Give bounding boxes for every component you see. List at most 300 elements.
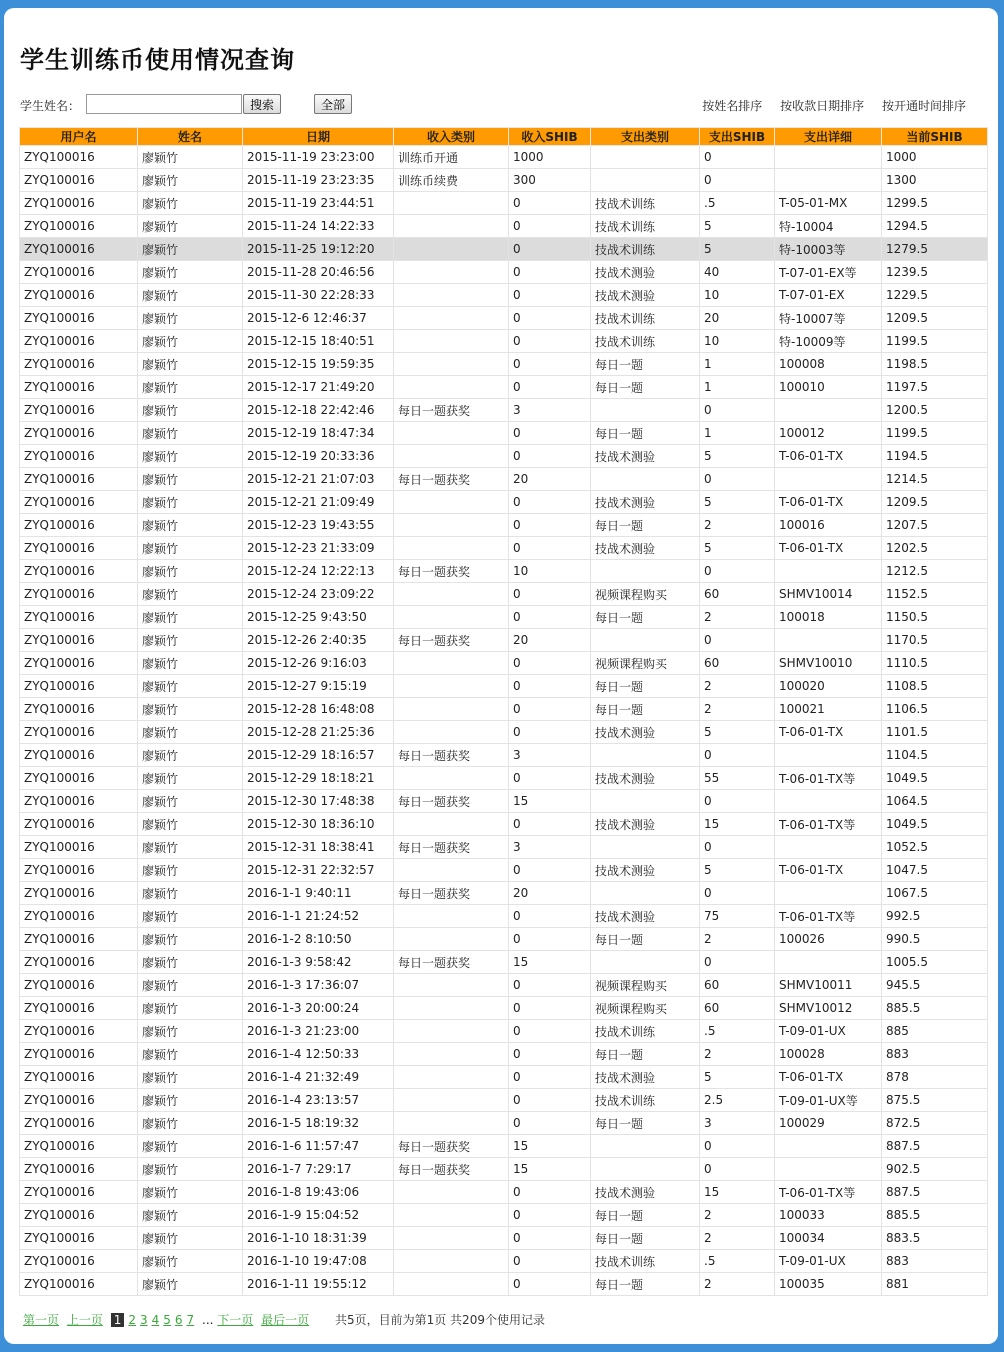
table-cell: 2016-1-3 17:36:07: [243, 974, 394, 997]
table-cell: 883: [882, 1250, 988, 1273]
table-cell: ZYQ100016: [20, 1273, 138, 1296]
table-cell: 100033: [775, 1204, 882, 1227]
table-row: [20, 721, 988, 744]
sort-by-open-time-link[interactable]: 按开通时间排序: [881, 99, 966, 113]
table-cell: 5: [700, 491, 775, 514]
table-cell: 技战术训练: [591, 192, 700, 215]
table-row: [20, 698, 988, 721]
table-cell: 2016-1-9 15:04:52: [243, 1204, 394, 1227]
table-row: [20, 928, 988, 951]
table-cell: 廖颖竹: [138, 744, 243, 767]
column-header: 支出SHIB: [700, 128, 775, 146]
table-cell: 技战术测验: [591, 767, 700, 790]
table-cell: 0: [700, 146, 775, 169]
table-cell: 100026: [775, 928, 882, 951]
table-cell: [394, 215, 509, 238]
table-cell: 1005.5: [882, 951, 988, 974]
table-cell: 2015-11-25 19:12:20: [243, 238, 394, 261]
table-cell: [591, 951, 700, 974]
last-page-link[interactable]: 最后一页: [261, 1313, 310, 1327]
table-cell: ZYQ100016: [20, 353, 138, 376]
table-cell: [394, 1020, 509, 1043]
table-cell: 0: [509, 445, 591, 468]
table-cell: 2015-12-30 17:48:38: [243, 790, 394, 813]
table-cell: 每日一题获奖: [394, 1158, 509, 1181]
table-cell: 每日一题获奖: [394, 744, 509, 767]
table-cell: 2016-1-10 18:31:39: [243, 1227, 394, 1250]
table-cell: 0: [700, 1158, 775, 1181]
table-row: [20, 537, 988, 560]
table-cell: 廖颖竹: [138, 468, 243, 491]
table-cell: 每日一题: [591, 698, 700, 721]
table-cell: 15: [700, 1181, 775, 1204]
table-cell: 2015-12-27 9:15:19: [243, 675, 394, 698]
table-row: [20, 1204, 988, 1227]
table-row: [20, 468, 988, 491]
table-cell: 1209.5: [882, 307, 988, 330]
table-cell: 0: [509, 767, 591, 790]
table-cell: 廖颖竹: [138, 514, 243, 537]
table-cell: 1: [700, 422, 775, 445]
page-number-link[interactable]: 6: [174, 1313, 183, 1327]
table-cell: 0: [509, 1043, 591, 1066]
table-cell: .5: [700, 1020, 775, 1043]
sort-by-name-link[interactable]: 按姓名排序: [702, 99, 763, 113]
table-cell: 883.5: [882, 1227, 988, 1250]
table-cell: [394, 307, 509, 330]
table-cell: ZYQ100016: [20, 307, 138, 330]
table-cell: 2015-12-28 21:25:36: [243, 721, 394, 744]
table-cell: 100010: [775, 376, 882, 399]
table-cell: T-06-01-TX: [775, 537, 882, 560]
table-cell: 20: [509, 468, 591, 491]
table-cell: 1229.5: [882, 284, 988, 307]
table-cell: 100021: [775, 698, 882, 721]
table-cell: [775, 399, 882, 422]
table-cell: 2015-12-31 18:38:41: [243, 836, 394, 859]
table-cell: 2: [700, 928, 775, 951]
table-cell: 廖颖竹: [138, 790, 243, 813]
table-cell: 1239.5: [882, 261, 988, 284]
table-cell: 0: [509, 813, 591, 836]
table-cell: 廖颖竹: [138, 445, 243, 468]
table-cell: 885.5: [882, 997, 988, 1020]
table-cell: ZYQ100016: [20, 997, 138, 1020]
table-cell: 技战术测验: [591, 859, 700, 882]
table-cell: 902.5: [882, 1158, 988, 1181]
table-cell: 2016-1-4 21:32:49: [243, 1066, 394, 1089]
table-row: [20, 1181, 988, 1204]
table-cell: 1194.5: [882, 445, 988, 468]
table-cell: ZYQ100016: [20, 583, 138, 606]
table-cell: [394, 1066, 509, 1089]
table-cell: 945.5: [882, 974, 988, 997]
show-all-button[interactable]: 全部: [314, 94, 352, 114]
table-cell: [775, 951, 882, 974]
table-row: [20, 445, 988, 468]
usage-table: [19, 127, 988, 1296]
table-cell: 55: [700, 767, 775, 790]
table-cell: 2015-12-31 22:32:57: [243, 859, 394, 882]
table-row: [20, 1020, 988, 1043]
table-cell: 每日一题获奖: [394, 629, 509, 652]
table-cell: ZYQ100016: [20, 560, 138, 583]
table-cell: 0: [509, 974, 591, 997]
table-cell: [775, 1135, 882, 1158]
table-cell: 廖颖竹: [138, 698, 243, 721]
table-cell: 2: [700, 606, 775, 629]
table-cell: 2015-12-21 21:09:49: [243, 491, 394, 514]
table-cell: [394, 675, 509, 698]
table-cell: 1: [700, 353, 775, 376]
table-cell: 特-10004: [775, 215, 882, 238]
table-cell: T-06-01-TX: [775, 491, 882, 514]
table-cell: [591, 882, 700, 905]
page-number-link[interactable]: 4: [151, 1313, 160, 1327]
table-cell: [775, 836, 882, 859]
table-cell: 0: [700, 1135, 775, 1158]
table-cell: 廖颖竹: [138, 1227, 243, 1250]
table-cell: 2015-12-15 18:40:51: [243, 330, 394, 353]
table-cell: 0: [509, 1020, 591, 1043]
table-cell: 每日一题获奖: [394, 560, 509, 583]
table-cell: 0: [509, 537, 591, 560]
table-cell: T-07-01-EX等: [775, 261, 882, 284]
table-cell: 0: [700, 882, 775, 905]
table-cell: [394, 353, 509, 376]
table-cell: 0: [509, 859, 591, 882]
first-page-link[interactable]: 第一页: [23, 1313, 60, 1327]
table-header-row: [20, 128, 988, 146]
table-cell: [394, 491, 509, 514]
page-number-link[interactable]: 7: [186, 1313, 195, 1327]
table-row: [20, 767, 988, 790]
sort-by-payment-date-link[interactable]: 按收款日期排序: [780, 99, 865, 113]
table-cell: 0: [509, 1112, 591, 1135]
table-cell: 视频课程购买: [591, 997, 700, 1020]
table-cell: 廖颖竹: [138, 1020, 243, 1043]
table-cell: [591, 399, 700, 422]
table-cell: [591, 629, 700, 652]
table-cell: 15: [509, 951, 591, 974]
table-cell: 1202.5: [882, 537, 988, 560]
table-cell: 廖颖竹: [138, 192, 243, 215]
table-cell: 每日一题: [591, 606, 700, 629]
table-cell: ZYQ100016: [20, 376, 138, 399]
table-cell: 2015-12-24 12:22:13: [243, 560, 394, 583]
table-cell: 300: [509, 169, 591, 192]
table-cell: 廖颖竹: [138, 1066, 243, 1089]
table-cell: 2016-1-3 9:58:42: [243, 951, 394, 974]
table-cell: 2015-12-25 9:43:50: [243, 606, 394, 629]
content-panel: [4, 8, 998, 1344]
table-cell: 每日一题: [591, 675, 700, 698]
table-cell: 1212.5: [882, 560, 988, 583]
pagination: [23, 1310, 983, 1330]
table-cell: 廖颖竹: [138, 376, 243, 399]
table-row: [20, 951, 988, 974]
search-bar: [20, 94, 986, 114]
table-cell: 100018: [775, 606, 882, 629]
table-cell: 每日一题: [591, 1204, 700, 1227]
table-cell: [394, 698, 509, 721]
table-cell: 20: [509, 629, 591, 652]
table-cell: 2015-11-19 23:23:35: [243, 169, 394, 192]
table-cell: SHMV10014: [775, 583, 882, 606]
table-cell: 15: [509, 1158, 591, 1181]
table-cell: 0: [509, 376, 591, 399]
table-cell: 每日一题获奖: [394, 1135, 509, 1158]
table-cell: 3: [509, 744, 591, 767]
table-cell: ZYQ100016: [20, 261, 138, 284]
pager-info: 共5页，目前为第1页 共209个使用记录: [334, 1313, 545, 1327]
table-cell: 每日一题: [591, 1043, 700, 1066]
table-row: [20, 238, 988, 261]
table-cell: 0: [509, 1250, 591, 1273]
table-cell: [591, 744, 700, 767]
table-cell: 廖颖竹: [138, 307, 243, 330]
table-cell: T-06-01-TX等: [775, 767, 882, 790]
table-cell: 廖颖竹: [138, 491, 243, 514]
table-cell: 廖颖竹: [138, 997, 243, 1020]
table-cell: [394, 859, 509, 882]
table-row: [20, 1135, 988, 1158]
table-cell: [394, 606, 509, 629]
table-cell: 特-10009等: [775, 330, 882, 353]
table-cell: 100035: [775, 1273, 882, 1296]
table-cell: ZYQ100016: [20, 606, 138, 629]
table-cell: 5: [700, 215, 775, 238]
sort-links: [688, 97, 966, 114]
table-cell: ZYQ100016: [20, 1089, 138, 1112]
table-cell: 5: [700, 445, 775, 468]
table-cell: 0: [509, 583, 591, 606]
table-cell: 5: [700, 1066, 775, 1089]
table-cell: [394, 376, 509, 399]
table-row: [20, 399, 988, 422]
table-cell: [394, 1089, 509, 1112]
table-cell: 每日一题: [591, 1273, 700, 1296]
page-number-link[interactable]: 2: [128, 1313, 136, 1327]
table-cell: ZYQ100016: [20, 951, 138, 974]
table-cell: 2015-12-15 19:59:35: [243, 353, 394, 376]
table-cell: 每日一题: [591, 422, 700, 445]
table-cell: 廖颖竹: [138, 238, 243, 261]
table-cell: SHMV10012: [775, 997, 882, 1020]
table-cell: 15: [509, 1135, 591, 1158]
table-cell: 廖颖竹: [138, 261, 243, 284]
table-cell: ZYQ100016: [20, 1112, 138, 1135]
table-cell: 0: [700, 790, 775, 813]
table-cell: 75: [700, 905, 775, 928]
column-header: 用户名: [20, 128, 138, 146]
table-cell: 0: [700, 560, 775, 583]
table-cell: 2015-12-26 9:16:03: [243, 652, 394, 675]
table-cell: 0: [509, 353, 591, 376]
table-cell: 2015-11-19 23:44:51: [243, 192, 394, 215]
table-cell: 2016-1-1 21:24:52: [243, 905, 394, 928]
column-header: 收入SHIB: [509, 128, 591, 146]
table-cell: 训练币续费: [394, 169, 509, 192]
table-cell: 廖颖竹: [138, 422, 243, 445]
table-cell: ZYQ100016: [20, 1181, 138, 1204]
table-cell: 0: [509, 514, 591, 537]
table-cell: 廖颖竹: [138, 560, 243, 583]
page-number-link[interactable]: 1: [111, 1313, 125, 1327]
table-row: [20, 514, 988, 537]
table-cell: [775, 790, 882, 813]
table-cell: 技战术测验: [591, 905, 700, 928]
table-cell: 881: [882, 1273, 988, 1296]
table-cell: 990.5: [882, 928, 988, 951]
table-cell: 0: [509, 238, 591, 261]
table-cell: 100012: [775, 422, 882, 445]
table-cell: 2016-1-10 19:47:08: [243, 1250, 394, 1273]
table-cell: 特-10007等: [775, 307, 882, 330]
table-cell: 2: [700, 698, 775, 721]
prev-page-link[interactable]: 上一页: [66, 1313, 103, 1327]
column-header: 支出类别: [591, 128, 700, 146]
table-cell: 0: [700, 629, 775, 652]
table-cell: [591, 1135, 700, 1158]
table-cell: T-09-01-UX: [775, 1250, 882, 1273]
table-cell: 1104.5: [882, 744, 988, 767]
table-cell: ZYQ100016: [20, 192, 138, 215]
table-cell: [775, 1158, 882, 1181]
column-header: 姓名: [138, 128, 243, 146]
table-cell: 1209.5: [882, 491, 988, 514]
table-cell: ZYQ100016: [20, 813, 138, 836]
table-cell: 每日一题获奖: [394, 882, 509, 905]
table-cell: 10: [509, 560, 591, 583]
table-cell: 10: [700, 330, 775, 353]
table-cell: ZYQ100016: [20, 330, 138, 353]
table-cell: 0: [509, 1204, 591, 1227]
table-cell: 0: [700, 468, 775, 491]
table-cell: ZYQ100016: [20, 491, 138, 514]
next-page-link[interactable]: 下一页: [217, 1313, 254, 1327]
table-cell: 廖颖竹: [138, 353, 243, 376]
table-cell: 1279.5: [882, 238, 988, 261]
table-cell: ZYQ100016: [20, 537, 138, 560]
table-cell: 2015-12-26 2:40:35: [243, 629, 394, 652]
table-cell: 技战术测验: [591, 1066, 700, 1089]
table-cell: 技战术测验: [591, 1181, 700, 1204]
table-cell: T-07-01-EX: [775, 284, 882, 307]
table-cell: [775, 744, 882, 767]
column-header: 支出详细: [775, 128, 882, 146]
table-cell: 廖颖竹: [138, 1043, 243, 1066]
table-cell: [394, 537, 509, 560]
table-cell: 技战术测验: [591, 813, 700, 836]
table-cell: 2015-12-21 21:07:03: [243, 468, 394, 491]
table-cell: ZYQ100016: [20, 928, 138, 951]
table-cell: [394, 1250, 509, 1273]
table-cell: [394, 1227, 509, 1250]
table-cell: 每日一题获奖: [394, 836, 509, 859]
table-cell: 0: [509, 215, 591, 238]
student-name-input[interactable]: [86, 94, 242, 114]
table-cell: T-06-01-TX: [775, 1066, 882, 1089]
search-button[interactable]: 搜索: [243, 94, 281, 114]
table-cell: [775, 146, 882, 169]
table-cell: 0: [509, 192, 591, 215]
table-cell: 廖颖竹: [138, 1112, 243, 1135]
table-cell: 0: [509, 1273, 591, 1296]
table-cell: 60: [700, 583, 775, 606]
table-cell: 0: [509, 307, 591, 330]
table-cell: [394, 1112, 509, 1135]
table-cell: 廖颖竹: [138, 652, 243, 675]
table-cell: ZYQ100016: [20, 146, 138, 169]
table-cell: 2016-1-7 7:29:17: [243, 1158, 394, 1181]
table-cell: [591, 169, 700, 192]
table-cell: 100008: [775, 353, 882, 376]
page-number-link[interactable]: 3: [139, 1313, 148, 1327]
table-cell: .5: [700, 1250, 775, 1273]
table-cell: 60: [700, 997, 775, 1020]
table-cell: ZYQ100016: [20, 675, 138, 698]
table-cell: 0: [509, 422, 591, 445]
table-cell: [394, 767, 509, 790]
table-cell: 廖颖竹: [138, 905, 243, 928]
table-cell: 2015-12-17 21:49:20: [243, 376, 394, 399]
table-cell: 1110.5: [882, 652, 988, 675]
table-cell: 0: [700, 836, 775, 859]
table-cell: 1049.5: [882, 767, 988, 790]
table-cell: 2015-11-24 14:22:33: [243, 215, 394, 238]
table-cell: 1101.5: [882, 721, 988, 744]
table-cell: 廖颖竹: [138, 1135, 243, 1158]
table-cell: 廖颖竹: [138, 882, 243, 905]
table-row: [20, 1158, 988, 1181]
table-row: [20, 192, 988, 215]
table-cell: 0: [700, 169, 775, 192]
table-cell: 2016-1-3 20:00:24: [243, 997, 394, 1020]
column-header: 当前SHIB: [882, 128, 988, 146]
table-cell: ZYQ100016: [20, 1227, 138, 1250]
table-cell: 廖颖竹: [138, 146, 243, 169]
table-cell: 100028: [775, 1043, 882, 1066]
table-cell: 技战术训练: [591, 1020, 700, 1043]
table-cell: ZYQ100016: [20, 422, 138, 445]
table-cell: 廖颖竹: [138, 1273, 243, 1296]
table-cell: 1150.5: [882, 606, 988, 629]
table-cell: 3: [509, 836, 591, 859]
table-row: [20, 1250, 988, 1273]
table-cell: T-09-01-UX: [775, 1020, 882, 1043]
table-cell: ZYQ100016: [20, 215, 138, 238]
table-cell: 廖颖竹: [138, 1158, 243, 1181]
table-cell: ZYQ100016: [20, 1020, 138, 1043]
table-cell: 廖颖竹: [138, 629, 243, 652]
table-cell: T-06-01-TX: [775, 445, 882, 468]
table-cell: 每日一题: [591, 1227, 700, 1250]
table-cell: [591, 1158, 700, 1181]
table-cell: 885: [882, 1020, 988, 1043]
table-cell: 40: [700, 261, 775, 284]
table-cell: [394, 1204, 509, 1227]
table-cell: 20: [700, 307, 775, 330]
table-cell: ZYQ100016: [20, 974, 138, 997]
table-cell: 992.5: [882, 905, 988, 928]
table-cell: 技战术测验: [591, 537, 700, 560]
table-cell: 廖颖竹: [138, 675, 243, 698]
page-number-link[interactable]: 5: [163, 1313, 171, 1327]
table-cell: 廖颖竹: [138, 813, 243, 836]
table-cell: 2: [700, 1043, 775, 1066]
table-cell: ZYQ100016: [20, 1204, 138, 1227]
